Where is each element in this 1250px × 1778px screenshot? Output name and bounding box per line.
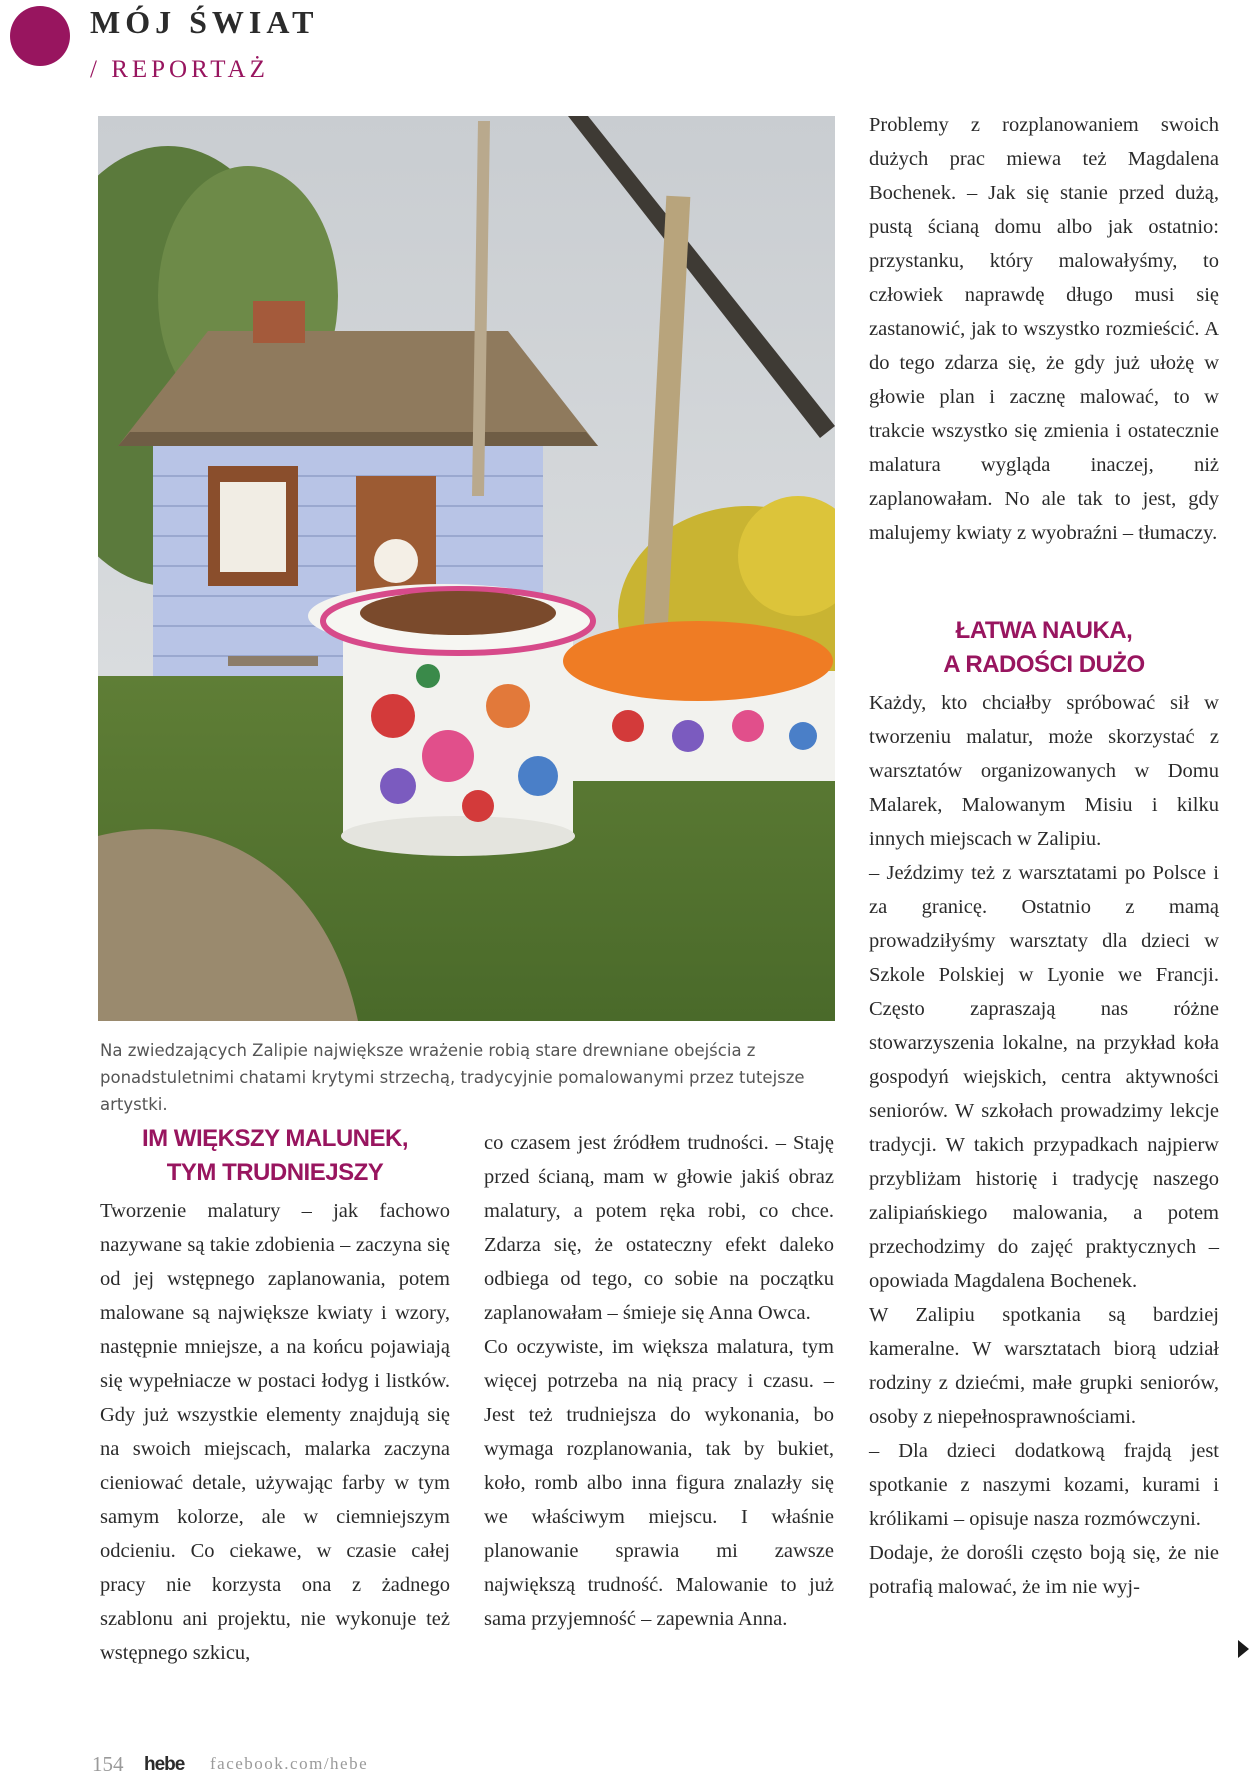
paragraph: – Jeździmy też z warsztatami po Polsce i za granicę. Ostatnio z mamą prowadziłyśmy warsztaty dla dzieci w Szkole Polskiej w Lyonie we Francji. Często zapraszają nas różne stowarzyszenia lokalne, na przykład koła gospodyń wiejskich, centra aktywności seniorów. W szkołach prowadzimy lekcje tradycji. W takich przypadkach najpierw przybliżam historię i tradycję naszego zalipiańskiego malowania, a potem przechodzimy do zajęć praktycznych – opowiada Magdalena Bochenek.	[869, 862, 1219, 1292]
section-subtitle: / REPORTAŻ	[90, 56, 269, 83]
paragraph: Problemy z rozplanowaniem swoich dużych prac miewa też Magdalena Bochenek. – Jak się stanie przed dużą, pustą ścianą domu albo jak ostatnio: przystanku, który malowałyśmy, to człowiek naprawdę długo musi się zastanowić, jak to wszystko rozmieścić. A do tego zdarza się, że gdy już ułożę w głowie plan i zacznę malować, to w trakcie wszystko się zmienia i ostatecznie malatura wygląda inaczej, niż zaplanowałam. No ale tak to jest, gdy malujemy kwiaty z wyobraźni – tłumaczy.	[869, 114, 1219, 544]
heading-easy-learning-line1: ŁATWA NAUKA,	[955, 617, 1133, 644]
website-link: facebook.com/hebe	[210, 1754, 369, 1773]
article-column-3-bottom	[869, 686, 1219, 1604]
section-title: MÓJ ŚWIAT	[90, 4, 319, 40]
paragraph: co czasem jest źródłem trudności. – Staję przed ścianą, mam w głowie jakiś obraz malatury, a potem ręka robi, co chce. Zdarza się, że ostateczny efekt daleko odbiega od tego, co sobie na początku zaplanowałam – śmieje się Anna Owca.	[484, 1132, 834, 1324]
heading-easy-learning-line2: A RADOŚCI DUŻO	[943, 651, 1145, 678]
paragraph: Tworzenie malatury – jak fachowo nazywane są takie zdobienia – zaczyna się od jej wstępnego zaplanowania, potem malowane są największe kwiaty i wzory, następnie mniejsze, a na końcu pojawiają się wypełniacze w postaci łodyg i listków. Gdy już wszystkie elementy znajdują się na swoich miejscach, malarka zaczyna cieniować detale, używając farby w tym samym kolorze, ale w ciemniejszym odcieniu. Co ciekawe, w czasie całej pracy nie korzysta ona z żadnego szablonu ani projektu, nie wykonuje też wstępnego szkicu,	[100, 1200, 450, 1664]
paragraph: Co oczywiste, im większa malatura, tym więcej potrzeba na nią pracy i czasu. – Jest też trudniejsza do wykonania, bo wymaga rozplanowania, tak by bukiet, koło, romb albo inna figura znalazły się we właściwym miejscu. I właśnie planowanie sprawia mi zawsze największą trudność. Malowanie to już sama przyjemność – zapewnia Anna.	[484, 1336, 834, 1630]
page-number: 154	[92, 1752, 124, 1776]
heading-larger-painting-line1: IM WIĘKSZY MALUNEK,	[141, 1125, 409, 1152]
article-photo	[98, 116, 835, 1021]
heading-easy-learning	[869, 614, 1219, 682]
heading-larger-painting	[100, 1122, 450, 1190]
paragraph: Dodaje, że dorośli często boją się, że nie potrafią malować, że im nie wyj-	[869, 1542, 1219, 1598]
brand-logo: hebe	[144, 1754, 185, 1775]
section-dot	[10, 6, 70, 66]
paragraph: W Zalipiu spotkania są bardziej kameralne. W warsztatach biorą udział rodziny z dziećmi, małe grupki seniorów, osoby z niepełnosprawnościami.	[869, 1304, 1219, 1428]
article-column-3-top	[869, 108, 1219, 550]
article-column-2	[484, 1126, 834, 1636]
photo-caption: Na zwiedzających Zalipie największe wrażenie robią stare drewniane obejścia z ponadstuletnimi chatami krytymi strzechą, tradycyjnie pomalowanymi przez tutejsze artystki.	[100, 1041, 805, 1114]
heading-larger-painting-line2: TYM TRUDNIEJSZY	[166, 1159, 384, 1186]
article-column-1	[100, 1194, 450, 1670]
arrow-right-icon	[1238, 1640, 1249, 1658]
paragraph: Każdy, kto chciałby spróbować sił w tworzeniu malatur, może skorzystać z warsztatów organizowanych w Domu Malarek, Malowanym Misiu i kilku innych miejscach w Zalipiu.	[869, 692, 1219, 850]
paragraph: – Dla dzieci dodatkową frajdą jest spotkanie z naszymi kozami, kurami i królikami – opisuje nasza rozmówczyni.	[869, 1440, 1219, 1530]
